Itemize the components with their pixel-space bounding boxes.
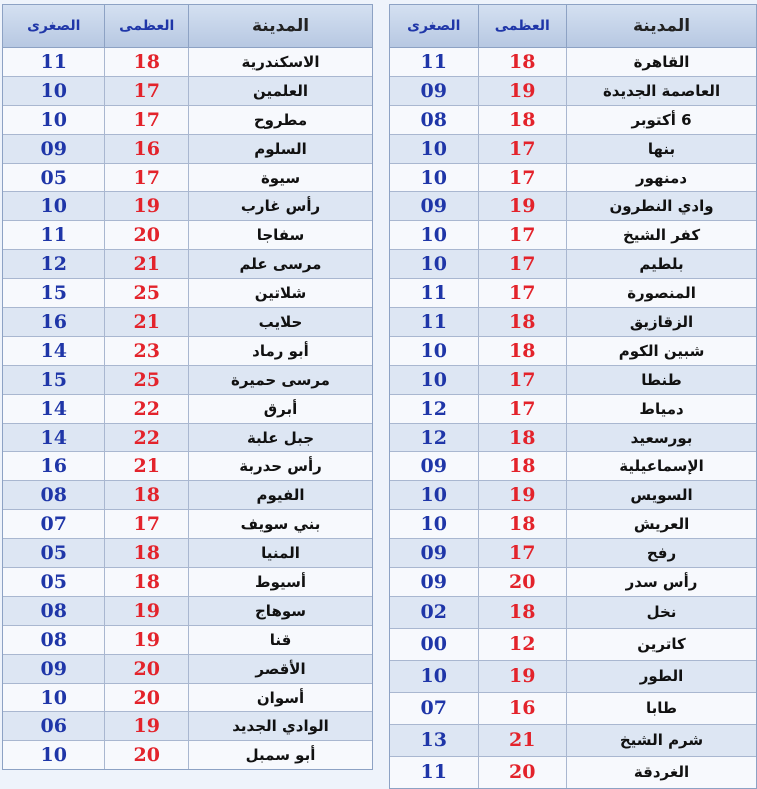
max-temp-cell: 20 [104, 655, 188, 683]
table-row [390, 481, 756, 510]
min-temp-cell: 12 [40, 253, 67, 276]
max-temp-cell: 18 [104, 539, 188, 567]
city-cell: رأس سدر [566, 568, 756, 596]
min-temp-cell: 15 [40, 282, 67, 305]
table-row [390, 452, 756, 481]
table-row [3, 279, 372, 308]
min-temp-cell: 10 [40, 79, 67, 102]
table-row [3, 135, 372, 164]
city-cell: العلمين [188, 77, 372, 105]
min-temp-cell: 14 [40, 397, 67, 420]
table-row [390, 693, 756, 725]
table-row [390, 308, 756, 337]
min-temp-cell: 09 [420, 570, 447, 593]
city-cell: رفح [566, 539, 756, 567]
city-cell: قنا [188, 626, 372, 654]
max-temp-cell: 17 [104, 164, 188, 192]
min-temp-cell: 12 [420, 397, 447, 420]
max-temp-cell: 19 [478, 77, 567, 105]
min-temp-cell: 09 [40, 137, 67, 160]
max-temp-cell: 23 [104, 337, 188, 365]
city-cell: السويس [566, 481, 756, 509]
min-temp-cell: 16 [40, 310, 67, 333]
min-temp-cell: 09 [40, 657, 67, 680]
city-cell: حلايب [188, 308, 372, 336]
min-temp-cell: 10 [420, 368, 447, 391]
table-row [3, 250, 372, 279]
city-cell: سوهاج [188, 597, 372, 625]
min-temp-cell: 10 [40, 744, 67, 767]
min-temp-cell: 00 [420, 633, 447, 656]
city-cell: 6 أكتوبر [566, 106, 756, 134]
min-temp-cell: 11 [40, 50, 67, 73]
city-cell: رأس غارب [188, 192, 372, 220]
min-temp-cell: 09 [420, 455, 447, 478]
min-temp-cell: 08 [420, 108, 447, 131]
city-cell: سفاجا [188, 221, 372, 249]
max-temp-cell: 18 [478, 452, 567, 480]
city-cell: العاصمة الجديدة [566, 77, 756, 105]
table-row [390, 135, 756, 164]
city-cell: مرسى علم [188, 250, 372, 278]
max-temp-cell: 19 [478, 192, 567, 220]
max-temp-cell: 19 [104, 712, 188, 740]
table-row [390, 395, 756, 424]
table-row [3, 395, 372, 424]
max-temp-cell: 20 [478, 757, 567, 788]
city-cell: أبو رماد [188, 337, 372, 365]
min-temp-cell: 07 [420, 697, 447, 720]
max-temp-cell: 25 [104, 279, 188, 307]
max-temp-cell: 20 [478, 568, 567, 596]
city-cell: الأقصر [188, 655, 372, 683]
table-body [390, 48, 756, 788]
max-temp-cell: 22 [104, 395, 188, 423]
city-cell: دمياط [566, 395, 756, 423]
max-temp-cell: 21 [104, 308, 188, 336]
min-temp-cell: 05 [40, 542, 67, 565]
header-max: العظمى [104, 5, 188, 47]
max-temp-cell: 17 [478, 395, 567, 423]
table-row [3, 684, 372, 713]
min-temp-cell: 10 [420, 137, 447, 160]
city-cell: المنصورة [566, 279, 756, 307]
city-cell: شلاتين [188, 279, 372, 307]
max-temp-cell: 19 [104, 597, 188, 625]
max-temp-cell: 21 [104, 452, 188, 480]
table-row [3, 192, 372, 221]
min-temp-cell: 07 [40, 513, 67, 536]
table-row [390, 424, 756, 453]
min-temp-cell: 10 [40, 686, 67, 709]
table-row [390, 192, 756, 221]
min-temp-cell: 05 [40, 570, 67, 593]
min-temp-cell: 10 [420, 339, 447, 362]
min-temp-cell: 11 [40, 224, 67, 247]
city-cell: وادي النطرون [566, 192, 756, 220]
left-temperature-table [2, 4, 373, 770]
max-temp-cell: 17 [478, 539, 567, 567]
city-cell: القاهرة [566, 48, 756, 76]
table-row [3, 164, 372, 193]
max-temp-cell: 19 [104, 192, 188, 220]
table-row [390, 221, 756, 250]
table-row [3, 221, 372, 250]
max-temp-cell: 17 [478, 164, 567, 192]
table-header [390, 5, 756, 48]
table-row [390, 725, 756, 757]
table-row [3, 308, 372, 337]
table-row [390, 661, 756, 693]
max-temp-cell: 18 [478, 106, 567, 134]
header-min: الصغرى [27, 18, 81, 34]
max-temp-cell: 20 [104, 684, 188, 712]
city-cell: السلوم [188, 135, 372, 163]
table-row [3, 655, 372, 684]
right-temperature-table [389, 4, 757, 789]
min-temp-cell: 08 [40, 484, 67, 507]
min-temp-cell: 10 [420, 166, 447, 189]
city-cell: طنطا [566, 366, 756, 394]
min-temp-cell: 09 [420, 79, 447, 102]
city-cell: أبو سمبل [188, 741, 372, 769]
city-cell: الفيوم [188, 481, 372, 509]
city-cell: الإسماعيلية [566, 452, 756, 480]
header-city: المدينة [566, 5, 756, 47]
max-temp-cell: 17 [104, 106, 188, 134]
min-temp-cell: 05 [40, 166, 67, 189]
max-temp-cell: 17 [478, 250, 567, 278]
min-temp-cell: 14 [40, 426, 67, 449]
max-temp-cell: 17 [478, 279, 567, 307]
max-temp-cell: 22 [104, 424, 188, 452]
max-temp-cell: 18 [478, 48, 567, 76]
max-temp-cell: 20 [104, 221, 188, 249]
city-cell: نخل [566, 597, 756, 628]
min-temp-cell: 09 [420, 195, 447, 218]
table-row [390, 568, 756, 597]
city-cell: بلطيم [566, 250, 756, 278]
table-row [3, 337, 372, 366]
city-cell: سيوة [188, 164, 372, 192]
table-row [3, 539, 372, 568]
city-cell: شبين الكوم [566, 337, 756, 365]
min-temp-cell: 12 [420, 426, 447, 449]
min-temp-cell: 10 [40, 195, 67, 218]
city-cell: طابا [566, 693, 756, 724]
table-row [390, 597, 756, 629]
city-cell: رأس حدربة [188, 452, 372, 480]
min-temp-cell: 13 [420, 729, 447, 752]
table-row [390, 77, 756, 106]
city-cell: أبرق [188, 395, 372, 423]
table-row [390, 366, 756, 395]
city-cell: بورسعيد [566, 424, 756, 452]
table-row [390, 164, 756, 193]
table-body [3, 48, 372, 769]
max-temp-cell: 18 [478, 308, 567, 336]
max-temp-cell: 17 [104, 77, 188, 105]
table-row [3, 597, 372, 626]
table-row [3, 48, 372, 77]
table-row [3, 568, 372, 597]
min-temp-cell: 10 [420, 253, 447, 276]
min-temp-cell: 14 [40, 339, 67, 362]
min-temp-cell: 10 [420, 484, 447, 507]
city-cell: الوادي الجديد [188, 712, 372, 740]
city-cell: الاسكندرية [188, 48, 372, 76]
table-row [3, 366, 372, 395]
max-temp-cell: 18 [478, 337, 567, 365]
max-temp-cell: 18 [478, 597, 567, 628]
max-temp-cell: 18 [478, 510, 567, 538]
max-temp-cell: 17 [478, 221, 567, 249]
max-temp-cell: 17 [478, 135, 567, 163]
table-row [390, 539, 756, 568]
table-row [3, 510, 372, 539]
table-row [3, 424, 372, 453]
max-temp-cell: 21 [478, 725, 567, 756]
city-cell: بني سويف [188, 510, 372, 538]
city-cell: أسوان [188, 684, 372, 712]
min-temp-cell: 08 [40, 628, 67, 651]
table-row [390, 757, 756, 788]
min-temp-cell: 10 [40, 108, 67, 131]
city-cell: كفر الشيخ [566, 221, 756, 249]
max-temp-cell: 18 [104, 568, 188, 596]
min-temp-cell: 09 [420, 542, 447, 565]
table-row [3, 452, 372, 481]
table-header [3, 5, 372, 48]
max-temp-cell: 17 [104, 510, 188, 538]
max-temp-cell: 19 [104, 626, 188, 654]
min-temp-cell: 16 [40, 455, 67, 478]
min-temp-cell: 11 [420, 282, 447, 305]
max-temp-cell: 21 [104, 250, 188, 278]
max-temp-cell: 18 [104, 48, 188, 76]
table-row [390, 510, 756, 539]
header-min: الصغرى [407, 18, 461, 34]
city-cell: مرسى حميرة [188, 366, 372, 394]
table-row [3, 106, 372, 135]
city-cell: العريش [566, 510, 756, 538]
table-row [3, 626, 372, 655]
city-cell: الزقازيق [566, 308, 756, 336]
city-cell: الغردقة [566, 757, 756, 788]
table-row [390, 48, 756, 77]
table-row [3, 741, 372, 769]
table-row [3, 712, 372, 741]
max-temp-cell: 16 [478, 693, 567, 724]
min-temp-cell: 11 [420, 761, 447, 784]
city-cell: مطروح [188, 106, 372, 134]
min-temp-cell: 08 [40, 599, 67, 622]
table-row [390, 279, 756, 308]
city-cell: المنيا [188, 539, 372, 567]
table-row [390, 337, 756, 366]
table-row [3, 77, 372, 106]
header-max: العظمى [478, 5, 567, 47]
max-temp-cell: 18 [478, 424, 567, 452]
city-cell: أسيوط [188, 568, 372, 596]
max-temp-cell: 19 [478, 481, 567, 509]
max-temp-cell: 25 [104, 366, 188, 394]
min-temp-cell: 10 [420, 513, 447, 536]
table-row [390, 629, 756, 661]
city-cell: دمنهور [566, 164, 756, 192]
city-cell: شرم الشيخ [566, 725, 756, 756]
max-temp-cell: 12 [478, 629, 567, 660]
max-temp-cell: 16 [104, 135, 188, 163]
max-temp-cell: 20 [104, 741, 188, 769]
city-cell: كاترين [566, 629, 756, 660]
min-temp-cell: 11 [420, 310, 447, 333]
table-row [390, 106, 756, 135]
header-city: المدينة [188, 5, 372, 47]
min-temp-cell: 06 [40, 715, 67, 738]
min-temp-cell: 15 [40, 368, 67, 391]
table-row [3, 481, 372, 510]
city-cell: جبل علبة [188, 424, 372, 452]
min-temp-cell: 10 [420, 224, 447, 247]
max-temp-cell: 17 [478, 366, 567, 394]
max-temp-cell: 18 [104, 481, 188, 509]
min-temp-cell: 02 [420, 601, 447, 624]
city-cell: بنها [566, 135, 756, 163]
min-temp-cell: 11 [420, 50, 447, 73]
max-temp-cell: 19 [478, 661, 567, 692]
min-temp-cell: 10 [420, 665, 447, 688]
table-row [390, 250, 756, 279]
city-cell: الطور [566, 661, 756, 692]
